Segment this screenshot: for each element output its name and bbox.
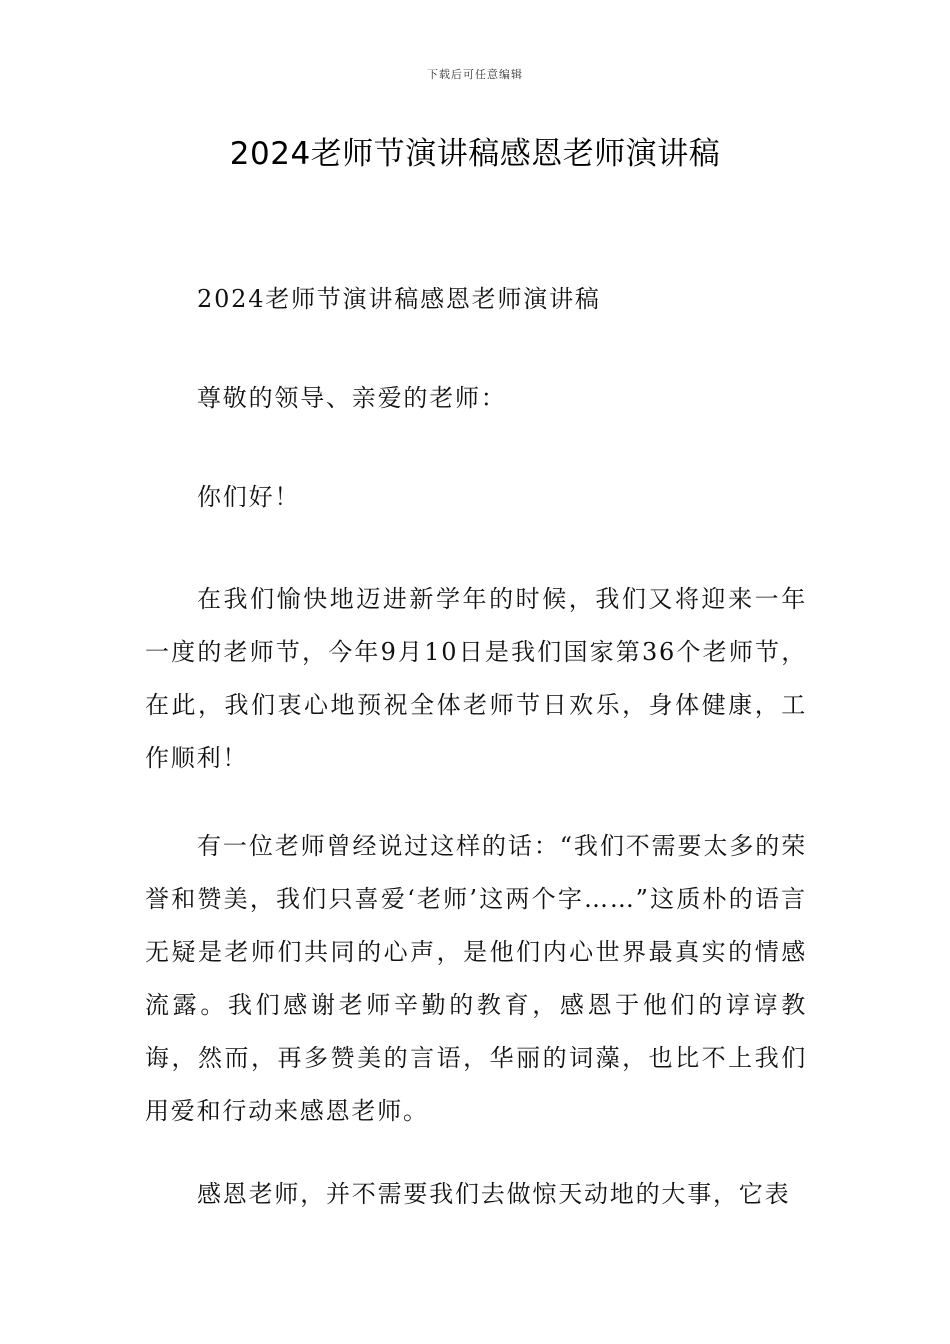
header-note: 下载后可任意编辑 — [427, 68, 523, 81]
document-title: 2024老师节演讲稿感恩老师演讲稿 — [229, 136, 721, 172]
paragraph-salutation: 尊敬的领导、亲爱的老师： — [197, 384, 507, 412]
paragraph-body: 感恩老师，并不需要我们去做惊天动地的大事，它表 — [197, 1180, 791, 1208]
paragraph-body: 在我们愉快地迈进新学年的时候，我们又将迎来一年一度的老师节，今年9月10日是我们国家第36个老师节，在此，我们衷心地预祝全体老师节日欢乐，身体健康，工作顺利！ — [145, 585, 807, 772]
paragraph-greeting: 你们好！ — [197, 483, 301, 511]
paragraph-subtitle: 2024老师节演讲稿感恩老师演讲稿 — [197, 285, 601, 313]
paragraph-body: 有一位老师曾经说过这样的话：“我们不需要太多的荣誉和赞美，我们只喜爱‘老师’这两个字……”这质朴的语言无疑是老师们共同的心声，是他们内心世界最真实的情感流露。我们感谢老师辛勤的教育，感恩于他们的谆谆教诲，然而，再多赞美的言语，华丽的词藻，也比不上我们用爱和行动来感恩老师。 — [145, 832, 807, 1125]
